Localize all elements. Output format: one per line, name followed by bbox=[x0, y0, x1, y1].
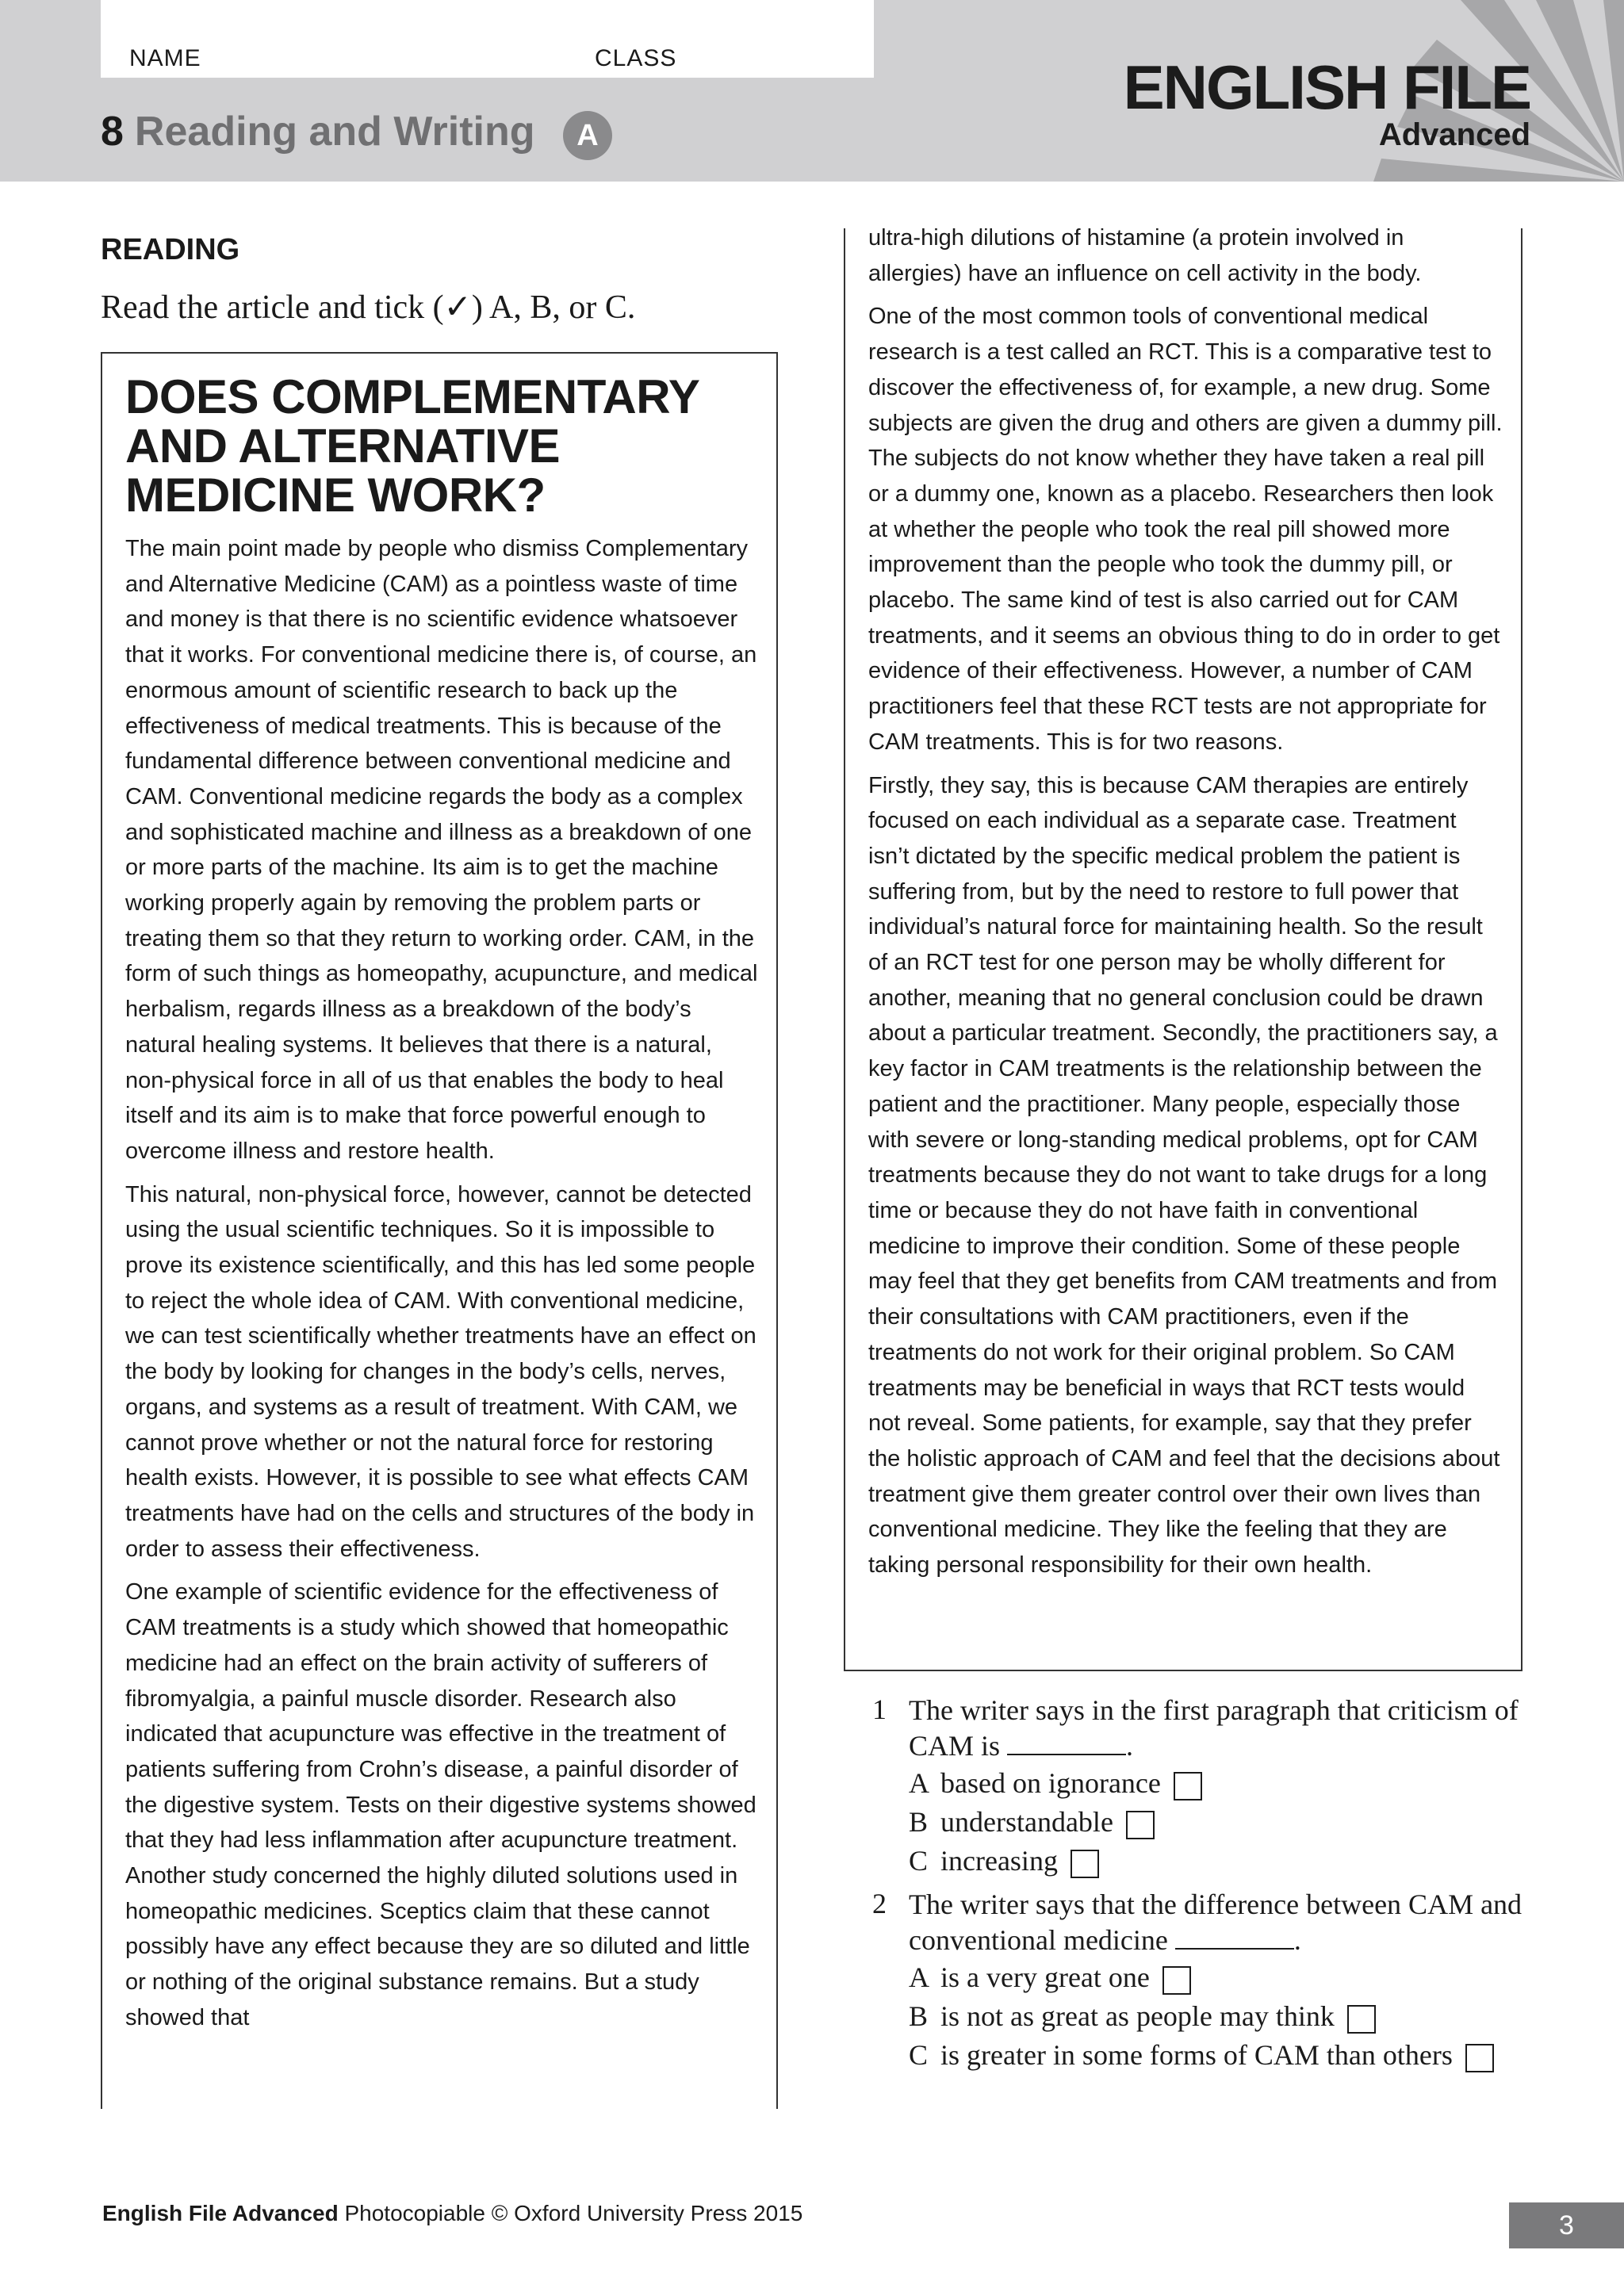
brand-logo: ENGLISH FILE bbox=[1123, 52, 1530, 122]
tick-box-2a[interactable] bbox=[1162, 1966, 1191, 1995]
article-title-line: DOES COMPLEMENTARY bbox=[125, 370, 700, 423]
article-title bbox=[125, 370, 760, 522]
name-label: NAME bbox=[129, 45, 201, 71]
section-heading: READING bbox=[101, 233, 240, 266]
instruction: Read the article and tick (✓) A, B, or C. bbox=[101, 289, 636, 326]
unit-title-text: Reading and Writing bbox=[134, 109, 535, 155]
article-title-line: AND ALTERNATIVE bbox=[125, 419, 561, 473]
name-class-box bbox=[101, 0, 874, 78]
tick-box-2b[interactable] bbox=[1347, 2005, 1376, 2034]
tick-box-2c[interactable] bbox=[1465, 2044, 1494, 2072]
article-body-left bbox=[125, 531, 760, 2044]
unit-badge: A bbox=[563, 111, 612, 160]
option-2c: C is greater in some forms of CAM than others bbox=[909, 2036, 1546, 2075]
class-label: CLASS bbox=[595, 45, 677, 71]
answer-blank bbox=[1007, 1732, 1126, 1755]
tick-box-1c[interactable] bbox=[1071, 1850, 1099, 1878]
tick-box-1b[interactable] bbox=[1126, 1811, 1155, 1839]
answer-blank bbox=[1175, 1926, 1294, 1950]
tick-box-1a[interactable] bbox=[1174, 1772, 1202, 1800]
question-2 bbox=[872, 1887, 1546, 2075]
option-1b: B understandable bbox=[909, 1803, 1546, 1842]
option-2b: B is not as great as people may think bbox=[909, 1997, 1546, 2036]
article-paragraph: One example of scientific evidence for the effectiveness of CAM treatments is a study which showed that homeopathic medicine had an effect on the brain activity of sufferers of fibromyalgia, a painful muscle disorder. Research also indicated that acupuncture was effective in the treatment of patients suffering from Crohn’s disease, a painful disorder of the digestive system. Tests on their digestive systems showed that they had less inflammation after acupuncture treatment. Another study concerned the highly diluted solutions used in homeopathic medicines. Sceptics claim that these cannot possibly have any effect because they are so diluted and little or nothing of the original substance remains. But a study showed that bbox=[125, 1579, 756, 2030]
option-1c: C increasing bbox=[909, 1842, 1546, 1881]
article-body-right bbox=[868, 220, 1503, 1591]
footer-copyright: Photocopiable © Oxford University Press 2015 bbox=[344, 2201, 803, 2225]
questions bbox=[872, 1693, 1546, 2081]
question-1 bbox=[872, 1693, 1546, 1881]
footer bbox=[102, 2201, 802, 2226]
article-paragraph: ultra-high dilutions of histamine (a protein involved in allergies) have an influence on cell activity in the body. bbox=[868, 225, 1422, 286]
page-number: 3 bbox=[1509, 2202, 1624, 2248]
article-paragraph: One of the most common tools of conventional medical research is a test called an RCT. This is a comparative test to discover the effectiveness of, for example, a new drug. Some subjects are given the drug and others are given a dummy pill. The subjects do not know whether they have taken a real pill or a dummy one, known as a placebo. Researchers then look at whether the people who took the real pill showed more improvement than the people who took the dummy pill, or placebo. The same kind of test is also carried out for CAM treatments, and it seems an obvious thing to do in order to get evidence of their effectiveness. However, a number of CAM practitioners feel that these RCT tests are not appropriate for CAM treatments. This is for two reasons. bbox=[868, 304, 1503, 755]
article-paragraph: This natural, non-physical force, however, cannot be detected using the usual scientific techniques. So it is impossible to prove its existence scientifically, and this has led some people to reject the whole idea of CAM. With conventional medicine, we can test scientifically whether treatments have an effect on the body by looking for changes in the body’s cells, nerves, organs, and systems as a result of treatment. With CAM, we cannot prove whether or not the natural force for restoring health exists. However, it is possible to see what effects CAM treatments have had on the cells and structures of the body in order to assess their effectiveness. bbox=[125, 1181, 756, 1562]
footer-brand: English File Advanced bbox=[102, 2201, 339, 2225]
article-title-line: MEDICINE WORK? bbox=[125, 469, 546, 522]
unit-title bbox=[101, 108, 535, 155]
option-1a: A based on ignorance bbox=[909, 1764, 1546, 1803]
article-paragraph: The main point made by people who dismiss Complementary and Alternative Medicine (CAM) as a pointless waste of time and money is that there is no scientific evidence whatsoever that it works. For conventional medicine there is, of course, an enormous amount of scientific research to back up the effectiveness of medical treatments. This is because of the fundamental difference between conventional medicine and CAM. Conventional medicine regards the body as a complex and sophisticated machine and illness as a breakdown of one or more parts of the machine. Its aim is to get the machine working properly again by removing the problem parts or treating them so that they return to working order. CAM, in the form of such things as homeopathy, acupuncture, and medical herbalism, regards illness as a breakdown of the body’s natural healing systems. It believes that there is a natural, non-physical force in all of us that enables the body to heal itself and its aim is to make that force powerful enough to overcome illness and restore health. bbox=[125, 536, 758, 1164]
brand-level: Advanced bbox=[1378, 117, 1530, 152]
article-paragraph: Firstly, they say, this is because CAM therapies are entirely focused on each individual as a separate case. Treatment isn’t dictated by the specific medical problem the patient is suffering from, but by the need to restore to full power that individual’s natural force for maintaining health. So the result of an RCT test for one person may be wholly different for another, meaning that no general conclusion could be drawn about a particular treatment. Secondly, the practitioners say, a key factor in CAM treatments is the relationship between the patient and the practitioner. Many people, especially those with severe or long-standing medical problems, opt for CAM treatments because they do not want to take drugs for a long time or because they do not have faith in conventional medicine to improve their condition. Some of these people may feel that they get benefits from CAM treatments and from their consultations with CAM practitioners, even if the treatments do not work for their original problem. So CAM treatments may be beneficial in ways that RCT tests would not reveal. Some patients, for example, say that they prefer the holistic approach of CAM and feel that the decisions about treatment give them greater control over their own lives than conventional medicine. They like the feeling that they are taking personal responsibility for their own health. bbox=[868, 772, 1500, 1578]
question-number: 1 bbox=[872, 1693, 887, 1725]
question-stem: The writer says in the first paragraph that criticism of CAM is . bbox=[909, 1694, 1519, 1762]
question-stem: The writer says that the difference between CAM and conventional medicine . bbox=[909, 1888, 1522, 1956]
unit-number: 8 bbox=[101, 109, 124, 155]
option-2a: A is a very great one bbox=[909, 1958, 1546, 1997]
question-number: 2 bbox=[872, 1888, 887, 1919]
